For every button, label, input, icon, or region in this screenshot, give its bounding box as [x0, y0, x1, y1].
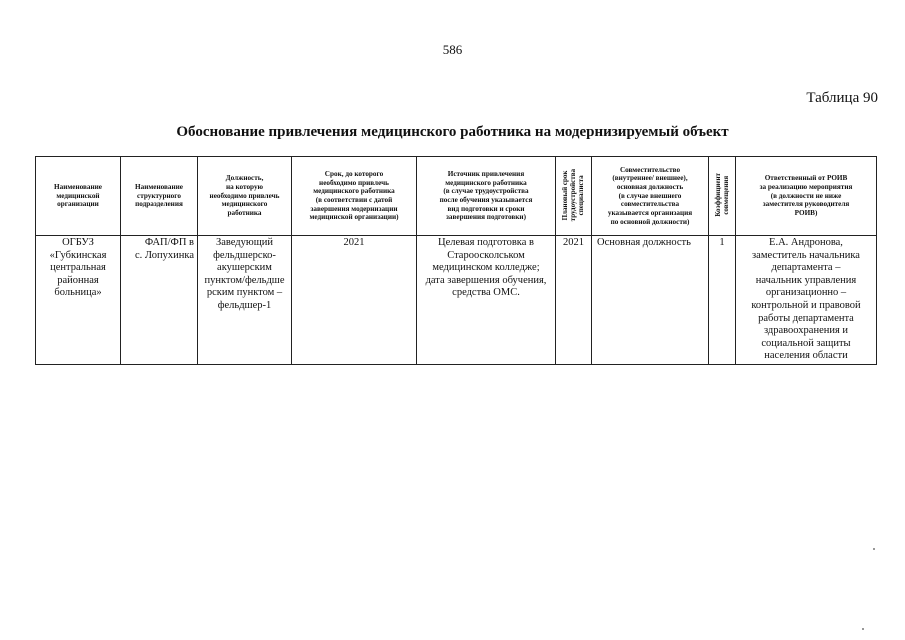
- header-responsible: Ответственный от РОИВ за реализацию мероприятия (в должности не ниже заместителя руководителя РОИВ): [736, 157, 877, 236]
- table-label: Таблица 90: [806, 90, 878, 106]
- header-deadline: Срок, до которого необходимо привлечь медицинского работника (в соответствии с датой завершения модернизации медицинской организации): [292, 157, 417, 236]
- table-row: [36, 236, 877, 365]
- cell-planned-term: 2021: [556, 236, 592, 365]
- header-combination: Совместительство (внутреннее/ внешнее), основная должность (в случае внешнего совместительства указывается организация по основной должности): [592, 157, 709, 236]
- cell-source: Целевая подготовка в Староосколськом медицинском колледже; дата завершения обучения, средства ОМС.: [417, 236, 556, 365]
- header-organization: Наименование медицинской организации: [36, 157, 121, 236]
- cell-subdivision: ФАП/ФП в с. Лопухинка: [121, 236, 198, 365]
- cell-combination: Основная должность: [592, 236, 709, 365]
- header-coefficient: Коэффициент совмещения: [709, 157, 736, 236]
- cell-deadline: 2021: [292, 236, 417, 365]
- table-header-row: [36, 157, 877, 236]
- page-number: 586: [442, 42, 463, 57]
- header-source: Источник привлечения медицинского работника (в случае трудоустройства после обучения указывается вид подготовки и сроки завершения подготовки): [417, 157, 556, 236]
- cell-organization: ОГБУЗ «Губкинская центральная районная больница»: [36, 236, 121, 365]
- header-planned-term: Плановый срок трудоустройства специалиста: [556, 157, 592, 236]
- document-title: Обоснование привлечения медицинского работника на модернизируемый объект: [176, 124, 729, 140]
- header-position: Должность, на которую необходимо привлечь медицинского работника: [198, 157, 292, 236]
- cell-responsible: Е.А. Андронова, заместитель начальника департамента – начальник управления организационно – контрольной и правовой работы департамента здравоохранения и социальной защиты населения области: [736, 236, 877, 365]
- justification-table: [35, 156, 877, 365]
- header-subdivision: Наименование структурного подразделения: [121, 157, 198, 236]
- scan-speck: [862, 628, 864, 630]
- cell-coefficient: 1: [709, 236, 736, 365]
- scan-speck: [873, 548, 875, 550]
- cell-position: Заведующий фельдшерско- акушерским пунктом/фельдше рским пунктом – фельдшер-1: [198, 236, 292, 365]
